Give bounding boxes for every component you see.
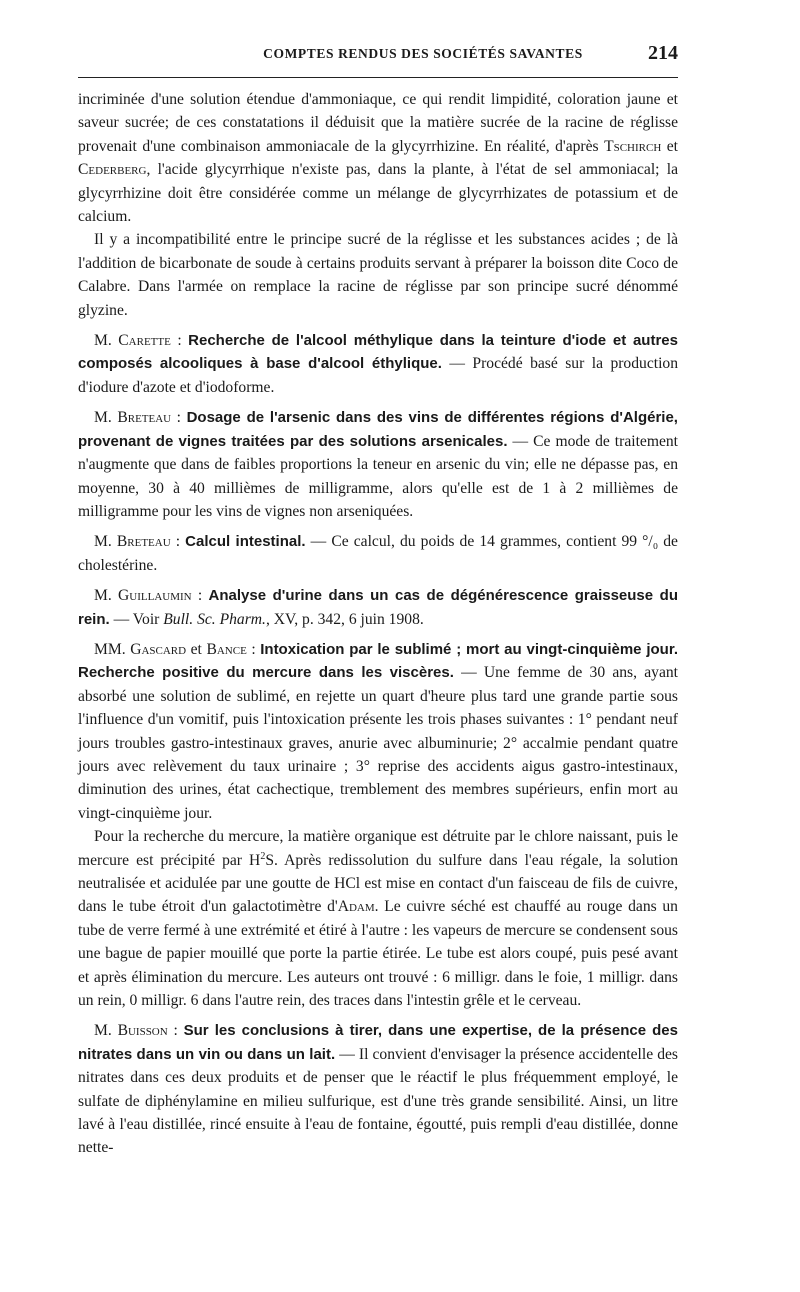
title-prefix: M. [94,409,118,427]
author-name: Breteau [116,533,171,551]
author-name: Bance [206,640,247,658]
journal-reference: Bull. Sc. Pharm. [163,610,266,628]
paragraph-text: — Ce calcul, du poids de 14 grammes, contient 99 °/₀ de cholestérine. [78,533,678,574]
conjunction: et [186,640,207,658]
communication-title: Recherche de l'alcool méthylique dans la teinture d'iode et autres composés alcooliques à base d'alcool éthylique. [78,332,678,373]
separator: : [170,533,186,551]
communication-carette [78,329,678,399]
separator: : [246,640,261,658]
paragraph-text: . Le cuivre séché est chauffé au rouge dans un tube de verre fermé à une extrémité et étiré à l'autre : les vapeurs de mercure se condensent sous une bague de papier mouillé que porte la partie étirée. Le tube est alors coupé, puis pesé avant et après élimination du mercure. Les auteurs ont trouvé : 6 milligr. dans le foie, 1 milligr. dans un rein, 0 milligr. 6 dans l'autre rein, des traces dans l'intestin grêle et le cerveau. [78,898,678,1010]
page-header [78,44,678,68]
paragraph-text: — Il convient d'envisager la présence accidentelle des nitrates dans ces deux produits et de penser que le réactif le plus fréquemment employé, le sulfate de diphénylamine en milieu sulfurique, est d'une très grande sensibilité. Ainsi, un litre lavé à l'eau distillée, rincé ensuite à l'eau de fontaine, égoutté, puis rempli d'eau distillée, donne nette- [78,1045,678,1157]
paragraph-text: Il y a incompatibilité entre le principe sucré de la réglisse et les substances acides ; de là l'addition de bicarbonate de soude à certains produits servant à préparer la boisson dite Coco de Calabre. Dans l'armée on remplace la racine de réglisse par son principe sucré dénommé glyzine. [78,231,678,319]
communication-breteau-arsenic [78,406,678,523]
paragraph-text: , l'acide glycyrrhique n'existe pas, dans la plante, à l'état de sel ammoniacal; la glycyrrhizine doit être considérée comme un mélange de glycyrrhizates de potassium et de calcium. [78,161,678,226]
author-name: Buisson [117,1022,168,1040]
communication-guillaumin [78,584,678,631]
paragraph-mercury-method [78,825,678,1012]
author-name: Carette [118,332,171,350]
body-text [78,88,678,1160]
running-head: COMPTES RENDUS DES SOCIÉTÉS SAVANTES [263,46,583,61]
paragraph-text: — Une femme de 30 ans, ayant absorbé une solution de sublimé, en rejette un quart d'heure plus tard une grande partie sous l'influence d'un vomitif, puis l'intoxication présente les trois phases suivantes : 1° pendant neuf jours troubles gastro-intestinaux graves, anurie avec albuminurie; 2° accalmie pendant quatre jours avec relèvement du taux urinaire ; 3° reprise des accidents aigus gastro-intestinaux, diminution des urines, état cachectique, tremblement des membres supérieurs, enfin mort au vingt-cinquième jour. [78,664,678,822]
paragraph-text: Pour la recherche du mercure, la matière organique est détruite par le chlore naissant, puis le mercure est précipité par H [78,828,678,869]
author-name: Tschirch [604,137,662,155]
paragraph-glycyrrhizine [78,88,678,228]
title-prefix: M. [94,1022,118,1040]
title-prefix: M. [94,332,119,350]
paragraph-text: S. Après redissolution du sulfure dans l'eau régale, la solution neutralisée et acidulée par une goutte de HCl est mise en contact d'un faisceau de fils de cuivre, dans le tube étroit d'un galactotimètre d' [78,851,678,916]
author-name: Gascard [130,640,187,658]
communication-title: Calcul intestinal. [185,533,306,551]
communication-title: Dosage de l'arsenic dans des vins de différentes régions d'Algérie, provenant de vignes traitées par des solutions arsenicales. [78,409,678,450]
title-prefix: M. [94,587,119,605]
communication-gascard-bance [78,638,678,825]
author-name: Guillaumin [118,587,192,605]
title-prefix: M. [94,533,117,551]
author-name: Adam [337,898,375,916]
communication-title: Intoxication par le sublimé ; mort au vingt-cinquième jour. Recherche positive du mercure dans les viscères. [78,640,678,682]
superscript: 2 [260,850,266,862]
paragraph-incompatibility [78,228,678,322]
communication-breteau-calcul [78,530,678,577]
paragraph-text: , XV, p. 342, 6 juin 1908. [265,610,424,628]
header-rule [78,77,678,78]
paragraph-text: incriminée d'une solution étendue d'ammoniaque, ce qui rendit limpidité, coloration jaune et saveur sucrée; de ces constatations il déduisit que la matière sucrée de la racine de réglisse provenait d'une combinaison ammoniacale de la glycyrrhizine. En réalité, d'après [78,91,678,155]
title-prefix: MM. [94,640,131,658]
paragraph-text: — Voir [109,610,164,628]
paragraph-text: — Ce mode de traitement n'augmente que dans de faibles proportions la teneur en arsenic du vin; elle ne dépasse pas, en moyenne, 30 à 40 millièmes de milligramme, alors qu'elle est de 1 à 2 millièmes de milligramme pour les vins de vignes non arseniquées. [78,432,679,520]
separator: : [167,1022,184,1040]
communication-buisson [78,1019,678,1159]
separator: : [171,409,187,427]
communication-title: Sur les conclusions à tirer, dans une expertise, de la présence des nitrates dans un vin ou dans un lait. [78,1022,678,1063]
separator: : [170,332,189,350]
author-name: Breteau [117,409,172,427]
page-number: 214 [648,42,678,64]
separator: : [191,587,209,605]
author-name: Cederberg [78,161,147,179]
paragraph-text: et [661,137,678,155]
paragraph-text: — Procédé basé sur la production d'iodure d'azote et d'iodoforme. [78,355,678,396]
communication-title: Analyse d'urine dans un cas de dégénérescence graisseuse du rein. [78,587,678,628]
